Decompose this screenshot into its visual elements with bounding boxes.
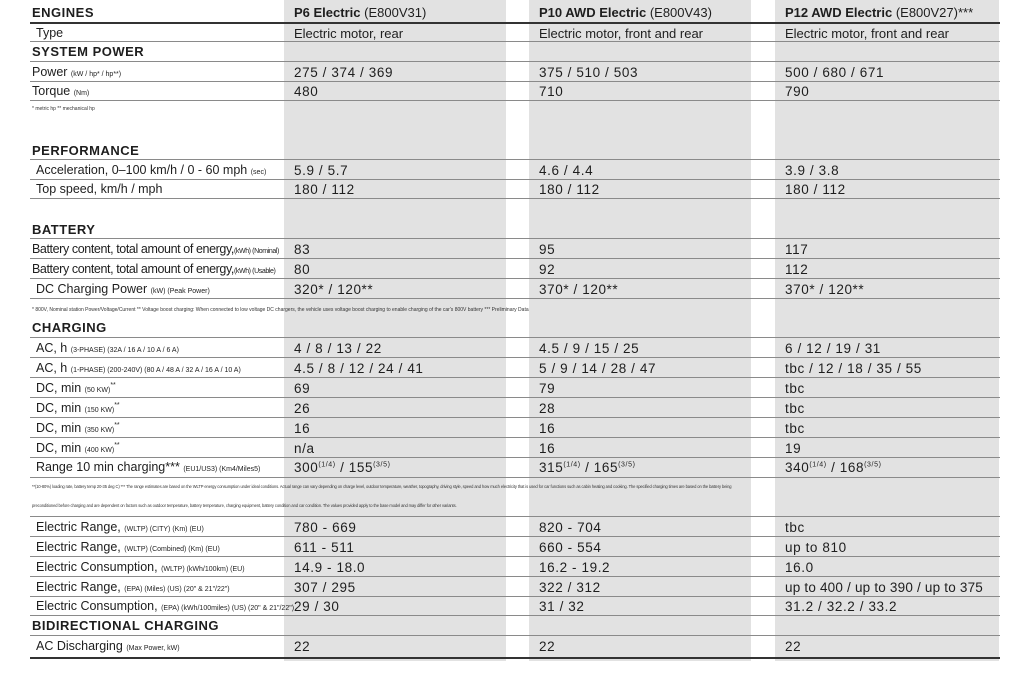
row-label: DC, min (350 KW)**	[36, 421, 120, 435]
section-title: PERFORMANCE	[32, 143, 140, 158]
row-label: Electric Range, (WLTP) (CITY) (Km) (EU)	[36, 520, 204, 534]
divider	[30, 61, 1000, 62]
divider	[30, 337, 1000, 338]
value-p12: 790	[785, 84, 810, 99]
value-p12: up to 810	[785, 540, 847, 555]
section-title: BATTERY	[32, 222, 96, 237]
value-p10: 322 / 312	[539, 580, 601, 595]
value-p6: Electric motor, rear	[294, 26, 404, 41]
row-label: DC, min (150 KW)**	[36, 401, 120, 415]
header-row	[30, 5, 1000, 21]
row-label: Electric Range, (WLTP) (Combined) (Km) (EU)	[36, 540, 220, 554]
divider	[30, 357, 1000, 358]
value-p12: 19	[785, 441, 802, 456]
value-p10: 370* / 120**	[539, 282, 619, 297]
divider	[30, 477, 1000, 478]
footnote-text: * metric hp ** mechanical hp	[32, 106, 95, 112]
value-p6: 22	[294, 639, 311, 654]
value-p6: 5.9 / 5.7	[294, 163, 349, 178]
value-p12: up to 400 / up to 390 / up to 375	[785, 580, 984, 595]
row-label: Top speed, km/h / mph	[36, 182, 163, 196]
column-header-p6: P6 Electric (E800V31)	[294, 5, 427, 20]
divider	[30, 615, 1000, 616]
value-p10: 95	[539, 242, 556, 257]
divider	[30, 417, 1000, 418]
row-label: Acceleration, 0–100 km/h / 0 - 60 mph (sec)	[36, 163, 267, 177]
value-p6: 26	[294, 401, 311, 416]
value-p12: 31.2 / 32.2 / 33.2	[785, 599, 898, 614]
value-p10: 5 / 9 / 14 / 28 / 47	[539, 361, 657, 376]
row-label: DC Charging Power (kW) (Peak Power)	[36, 282, 210, 296]
value-p10: 16	[539, 421, 556, 436]
divider	[30, 657, 1000, 659]
value-p12: tbc	[785, 520, 805, 535]
row-label: AC, h (3-PHASE) (32A / 16 A / 10 A / 6 A)	[36, 341, 179, 355]
value-p10: 16	[539, 441, 556, 456]
row-label: DC, min (50 KW)**	[36, 381, 116, 395]
section-title: CHARGING	[32, 320, 107, 335]
value-p6: 307 / 295	[294, 580, 356, 595]
value-p10: $315^{(1/4)} / 165^{(3/5)}$	[539, 460, 636, 475]
value-p12: Electric motor, front and rear	[785, 26, 950, 41]
value-p12: 22	[785, 639, 802, 654]
value-p10: 22	[539, 639, 556, 654]
divider	[30, 516, 1000, 517]
value-p12: tbc	[785, 421, 805, 436]
value-p12: tbc	[785, 401, 805, 416]
divider	[30, 377, 1000, 378]
value-p12: tbc / 12 / 18 / 35 / 55	[785, 361, 922, 376]
divider	[30, 198, 1000, 199]
divider	[30, 179, 1000, 180]
section-title: SYSTEM POWER	[32, 44, 145, 59]
value-p10: 820 - 704	[539, 520, 602, 535]
row-label: Range 10 min charging*** (EU1/US3) (Km4/Miles5)	[36, 460, 261, 474]
divider	[30, 437, 1000, 438]
row-label: Battery content, total amount of energy,(kWh) (Usable)	[32, 262, 276, 276]
value-p12: 3.9 / 3.8	[785, 163, 840, 178]
value-p12: 112	[785, 262, 809, 277]
value-p6: $300^{(1/4)} / 155^{(3/5)}$	[294, 460, 391, 475]
value-p6: 780 - 669	[294, 520, 357, 535]
divider	[30, 81, 1000, 82]
row-label: Torque (Nm)	[32, 84, 90, 98]
divider	[30, 556, 1000, 557]
value-p12: 500 / 680 / 671	[785, 65, 885, 80]
value-p10: 92	[539, 262, 556, 277]
divider	[30, 635, 1000, 636]
row-label: AC, h (1-PHASE) (200-240V) (80 A / 48 A / 32 A / 16 A / 10 A)	[36, 361, 241, 375]
value-p6: 4 / 8 / 13 / 22	[294, 341, 382, 356]
section-title: BIDIRECTIONAL CHARGING	[32, 618, 219, 633]
column-header-p12: P12 AWD Electric (E800V27)***	[785, 5, 974, 20]
value-p12: 6 / 12 / 19 / 31	[785, 341, 881, 356]
row-label: DC, min (400 KW)**	[36, 441, 120, 455]
value-p6: 69	[294, 381, 311, 396]
value-p6: 611 - 511	[294, 540, 355, 555]
footnote-text: preconditioned before charging and are dependent on factors such as outdoor temperature, battery temperature, charging equipment, battery condition and car condition. The values provided apply to the base model and may differ for other variants.	[32, 503, 457, 508]
value-p6: 4.5 / 8 / 12 / 24 / 41	[294, 361, 424, 376]
divider	[30, 258, 1000, 259]
value-p10: 16.2 - 19.2	[539, 560, 611, 575]
value-p6: 480	[294, 84, 319, 99]
row-label: Electric Consumption, (WLTP) (kWh/100km) (EU)	[36, 560, 245, 574]
value-p6: 275 / 374 / 369	[294, 65, 394, 80]
row-label: Type	[36, 26, 64, 40]
value-p10: 31 / 32	[539, 599, 585, 614]
value-p6: n/a	[294, 441, 315, 456]
value-p10: 4.6 / 4.4	[539, 163, 594, 178]
value-p6: 180 / 112	[294, 182, 355, 197]
row-label: Battery content, total amount of energy,(kWh) (Nominal)	[32, 242, 279, 256]
value-p6: 16	[294, 421, 311, 436]
footnote-text: * 800V, Nominal station Power/Voltage/Current ** Voltage boost charging: When connected to low voltage DC chargers, the vehicle uses voltage boost charging to enable charging of the car's 800V battery *** Preliminary Data	[32, 307, 529, 313]
value-p12: 370* / 120**	[785, 282, 865, 297]
value-p10: 79	[539, 381, 556, 396]
value-p12: 180 / 112	[785, 182, 846, 197]
value-p6: 29 / 30	[294, 599, 340, 614]
divider	[30, 159, 1000, 160]
value-p10: Electric motor, front and rear	[539, 26, 704, 41]
divider	[30, 22, 1000, 24]
value-p6: 83	[294, 242, 311, 257]
value-p10: 375 / 510 / 503	[539, 65, 639, 80]
value-p12: 16.0	[785, 560, 814, 575]
divider	[30, 238, 1000, 239]
divider	[30, 457, 1000, 458]
divider	[30, 576, 1000, 577]
value-p6: 14.9 - 18.0	[294, 560, 366, 575]
divider	[30, 397, 1000, 398]
footnote-text: **(10-80%) loading rate, battery temp 20-35 deg C) *** The range estimates are based on the WLTP energy consumption under ideal conditions. Actual range can vary depending on charge level, outdoor temperature, weather, topography, driving style, speed and how much electricity that is used for car functions such as cabin heating and cooking. The specified charging times are based on the battery being	[32, 484, 732, 489]
value-p10: 660 - 554	[539, 540, 602, 555]
divider	[30, 278, 1000, 279]
value-p10: 180 / 112	[539, 182, 600, 197]
value-p12: tbc	[785, 381, 805, 396]
divider	[30, 596, 1000, 597]
footnote	[30, 484, 1000, 491]
value-p10: 710	[539, 84, 564, 99]
value-p10: 28	[539, 401, 556, 416]
value-p6: 80	[294, 262, 311, 277]
row-label: Electric Range, (EPA) (Miles) (US) (20" & 21"/22")	[36, 580, 230, 594]
row-label: Electric Consumption, (EPA) (kWh/100miles) (US) (20" & 21"/22")	[36, 599, 295, 613]
row-label: Power (kW / hp* / hp**)	[32, 65, 122, 79]
divider	[30, 536, 1000, 537]
engines-title: ENGINES	[32, 5, 95, 20]
divider	[30, 298, 1000, 299]
value-p10: 4.5 / 9 / 15 / 25	[539, 341, 640, 356]
value-p6: 320* / 120**	[294, 282, 374, 297]
divider	[30, 100, 1000, 101]
column-header-p10: P10 AWD Electric (E800V43)	[539, 5, 712, 20]
value-p12: $340^{(1/4)} / 168^{(3/5)}$	[785, 460, 882, 475]
row-label: AC Discharging (Max Power, kW)	[36, 639, 180, 653]
divider	[30, 41, 1000, 42]
value-p12: 117	[785, 242, 809, 257]
